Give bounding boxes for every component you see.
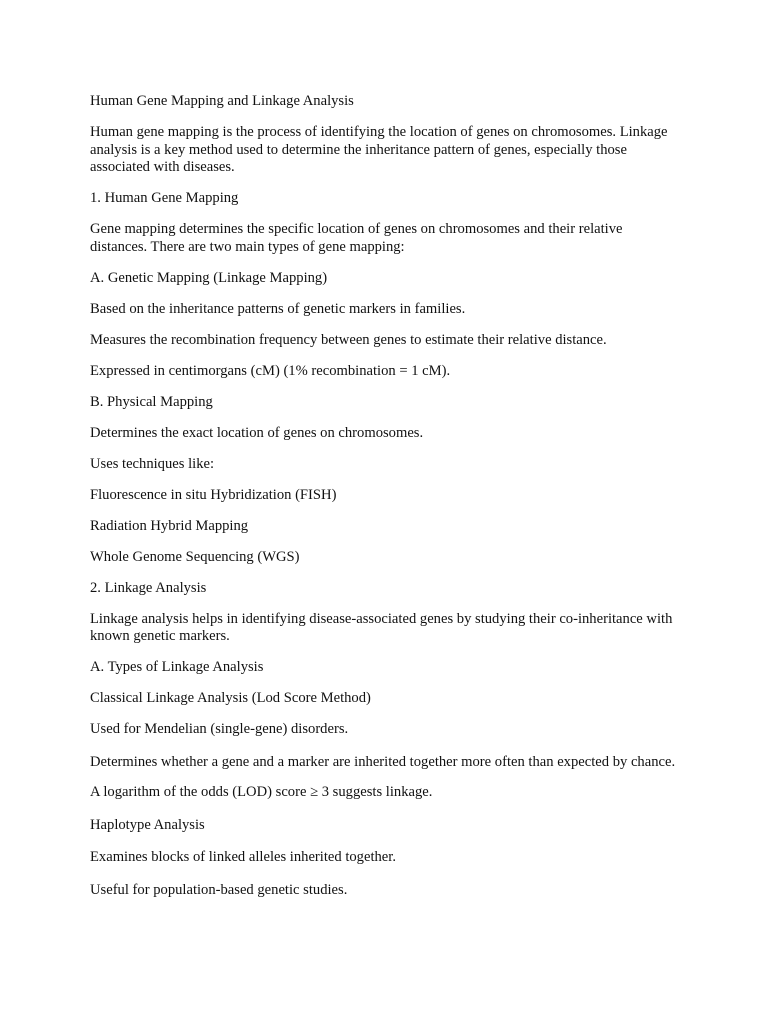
document-body [90,93,680,913]
subheading-physical-mapping: B. Physical Mapping [90,393,213,410]
intro-paragraph: Human gene mapping is the process of identifying the location of genes on chromosomes. Linkage analysis is a key method used to determine the inheritance pattern of genes, especially those associated with diseases. [90,124,668,175]
genetic-mapping-point-3: Expressed in centimorgans (cM) (1% recombination = 1 cM). [90,362,451,379]
lod-score-point: A logarithm of the odds (LOD) score ≥ 3 suggests linkage. [90,784,433,800]
section-heading-linkage-analysis: 2. Linkage Analysis [90,579,207,596]
genetic-mapping-point-1: Based on the inheritance patterns of genetic markers in families. [90,300,466,317]
subheading-types-of-linkage: A. Types of Linkage Analysis [90,659,264,675]
classical-linkage-heading: Classical Linkage Analysis (Lod Score Method) [90,690,371,706]
technique-wgs: Whole Genome Sequencing (WGS) [90,548,300,565]
linkage-analysis-description: Linkage analysis helps in identifying disease-associated genes by studying their co-inheritance with known genetic markers. [90,610,673,644]
document-title: Human Gene Mapping and Linkage Analysis [90,93,354,109]
technique-radiation-hybrid: Radiation Hybrid Mapping [90,517,249,534]
haplotype-analysis-heading: Haplotype Analysis [90,816,205,833]
section-heading-gene-mapping: 1. Human Gene Mapping [90,190,239,206]
technique-fish: Fluorescence in situ Hybridization (FISH) [90,486,337,503]
genetic-mapping-point-2: Measures the recombination frequency between genes to estimate their relative distance. [90,331,607,348]
classical-linkage-point-2: Determines whether a gene and a marker are inherited together more often than expected by chance. [90,754,676,770]
classical-linkage-point-1: Used for Mendelian (single-gene) disorders. [90,721,349,737]
haplotype-analysis-point-1: Examines blocks of linked alleles inherited together. [90,849,396,865]
subheading-genetic-mapping: A. Genetic Mapping (Linkage Mapping) [90,269,328,286]
haplotype-analysis-point-2: Useful for population-based genetic studies. [90,881,348,898]
physical-mapping-point-2: Uses techniques like: [90,455,215,472]
gene-mapping-description: Gene mapping determines the specific location of genes on chromosomes and their relative distances. There are two main types of gene mapping: [90,221,623,255]
physical-mapping-point-1: Determines the exact location of genes on chromosomes. [90,424,424,441]
